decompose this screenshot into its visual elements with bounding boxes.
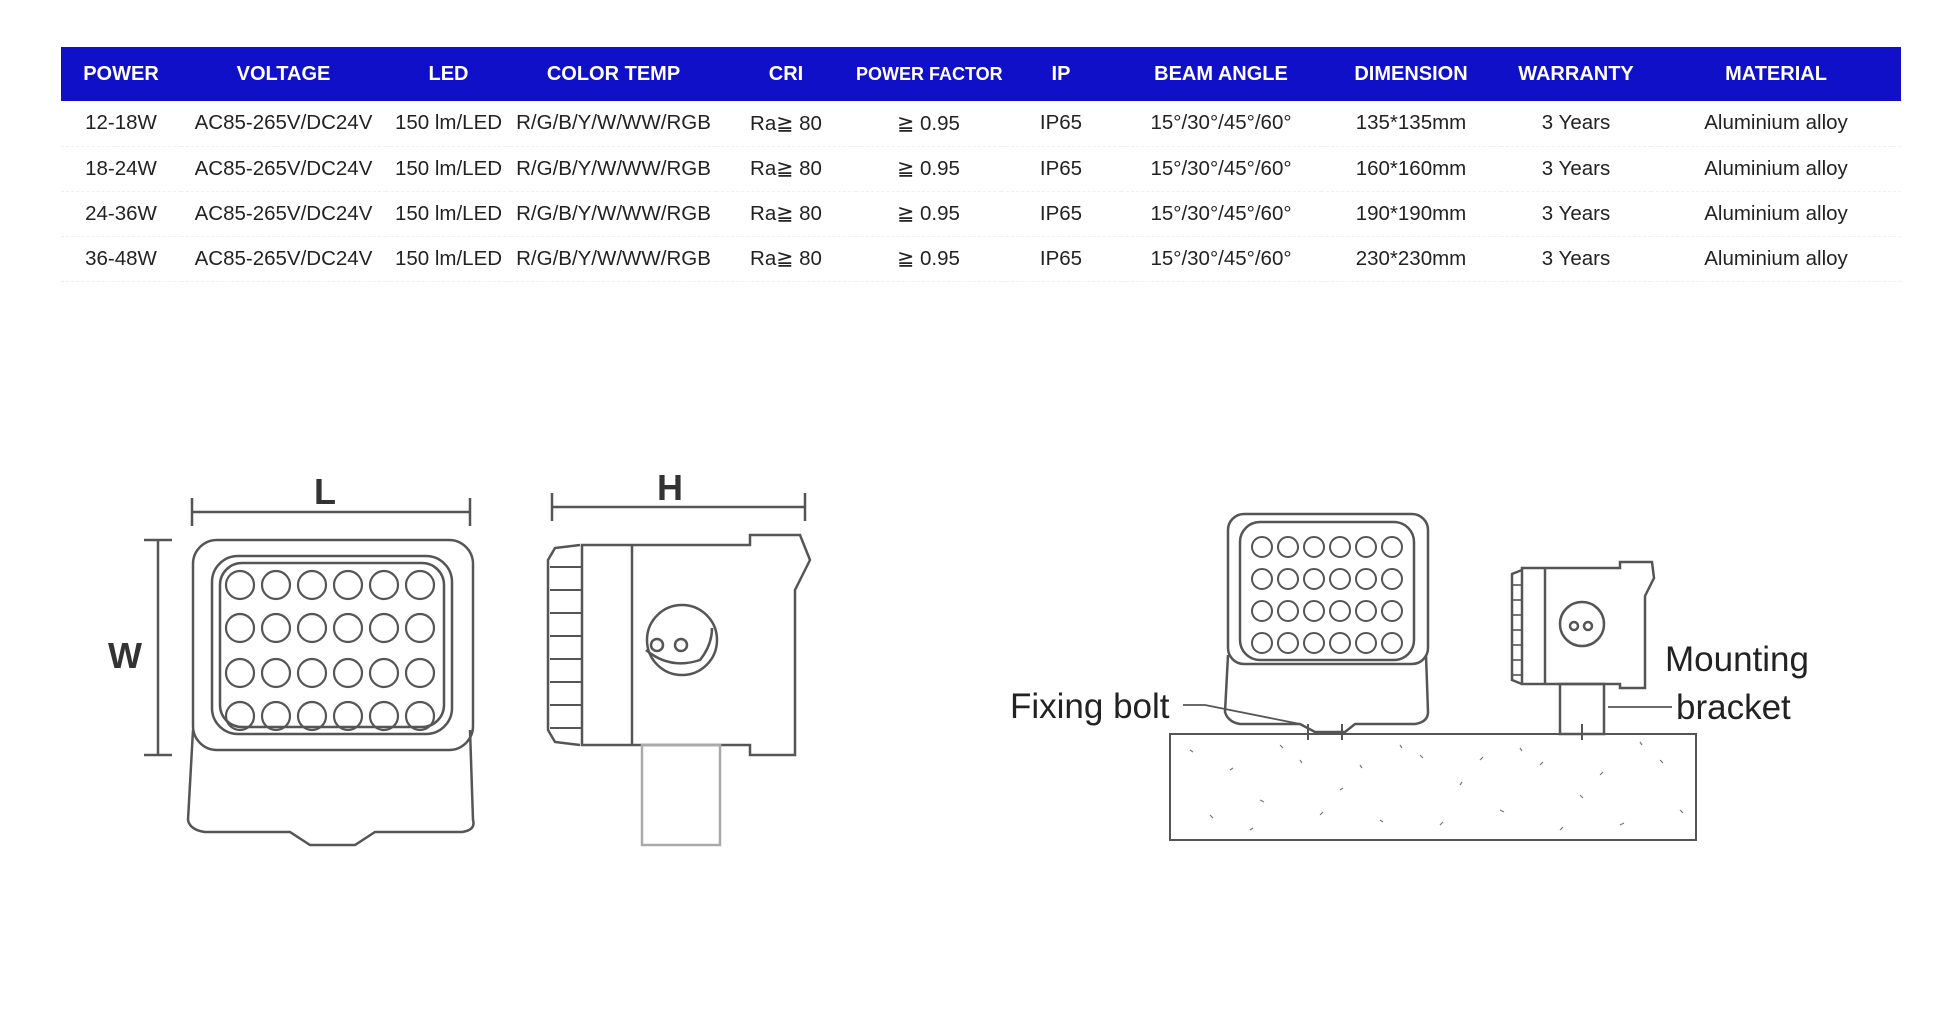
header-dimension: DIMENSION <box>1354 62 1468 85</box>
header-power-factor: POWER FACTOR <box>856 63 1003 84</box>
cell-power-factor: ≧ 0.95 <box>856 236 1001 281</box>
installation-drawing <box>1010 514 1809 840</box>
cell-warranty: 3 Years <box>1501 101 1651 146</box>
front-view-drawing <box>108 471 474 845</box>
cell-warranty: 3 Years <box>1501 191 1651 236</box>
install-side-housing <box>1522 562 1654 688</box>
header-warranty: WARRANTY <box>1518 62 1634 85</box>
cell-warranty: 3 Years <box>1501 236 1651 281</box>
cell-dimension: 160*160mm <box>1321 146 1501 191</box>
side-bracket-stem <box>642 745 720 845</box>
install-front-led-grid <box>1252 537 1402 653</box>
cell-voltage: AC85-265V/DC24V <box>181 146 386 191</box>
header-beam-angle: BEAM ANGLE <box>1154 62 1288 85</box>
install-front-lens <box>1240 522 1414 660</box>
mounting-bracket-label-line2: bracket <box>1676 688 1791 727</box>
cell-color-temp: R/G/B/Y/W/WW/RGB <box>511 191 716 236</box>
header-power: POWER <box>83 62 159 85</box>
cell-color-temp: R/G/B/Y/W/WW/RGB <box>511 236 716 281</box>
side-knob-arc <box>646 628 712 663</box>
cell-material: Aluminium alloy <box>1651 236 1901 281</box>
cell-beam-angle: 15°/30°/45°/60° <box>1121 101 1321 146</box>
cell-cri: Ra≧ 80 <box>716 101 856 146</box>
cell-dimension: 135*135mm <box>1321 101 1501 146</box>
front-bracket <box>188 730 474 845</box>
width-label: W <box>108 635 142 676</box>
cell-led: 150 lm/LED <box>386 191 511 236</box>
cell-ip: IP65 <box>1001 101 1121 146</box>
cell-power-factor: ≧ 0.95 <box>856 101 1001 146</box>
cell-power: 24-36W <box>61 191 181 236</box>
cell-power: 18-24W <box>61 146 181 191</box>
cell-warranty: 3 Years <box>1501 146 1651 191</box>
fixing-bolt-label: Fixing bolt <box>1010 687 1170 726</box>
install-side-knob-screw <box>1570 622 1578 630</box>
cell-led: 150 lm/LED <box>386 146 511 191</box>
cell-material: Aluminium alloy <box>1651 191 1901 236</box>
cell-led: 150 lm/LED <box>386 236 511 281</box>
height-label: H <box>657 467 683 508</box>
header-ip: IP <box>1051 62 1071 85</box>
install-front-bracket <box>1225 655 1428 732</box>
width-dimension-line <box>144 540 172 755</box>
cell-power-factor: ≧ 0.95 <box>856 191 1001 236</box>
header-color-temp: COLOR TEMP <box>546 62 681 85</box>
front-led-grid <box>226 571 434 730</box>
side-knob-screw <box>675 639 687 651</box>
cell-cri: Ra≧ 80 <box>716 191 856 236</box>
cell-ip: IP65 <box>1001 236 1121 281</box>
concrete-texture <box>1190 742 1683 830</box>
header-voltage: VOLTAGE <box>236 62 331 85</box>
cell-power-factor: ≧ 0.95 <box>856 146 1001 191</box>
cell-ip: IP65 <box>1001 191 1121 236</box>
length-label: L <box>314 471 336 512</box>
cell-beam-angle: 15°/30°/45°/60° <box>1121 191 1321 236</box>
cell-material: Aluminium alloy <box>1651 101 1901 146</box>
cell-color-temp: R/G/B/Y/W/WW/RGB <box>511 146 716 191</box>
cell-voltage: AC85-265V/DC24V <box>181 191 386 236</box>
cell-voltage: AC85-265V/DC24V <box>181 101 386 146</box>
cell-power: 36-48W <box>61 236 181 281</box>
cell-material: Aluminium alloy <box>1651 146 1901 191</box>
header-material: MATERIAL <box>1725 62 1827 85</box>
install-side-knob <box>1560 602 1604 646</box>
cell-beam-angle: 15°/30°/45°/60° <box>1121 146 1321 191</box>
install-side-fins-outline <box>1512 570 1522 684</box>
side-fins <box>550 567 582 728</box>
cell-ip: IP65 <box>1001 146 1121 191</box>
cell-voltage: AC85-265V/DC24V <box>181 236 386 281</box>
cell-color-temp: R/G/B/Y/W/WW/RGB <box>511 101 716 146</box>
mounting-bracket-label-line1: Mounting <box>1665 640 1809 679</box>
cell-led: 150 lm/LED <box>386 101 511 146</box>
side-housing <box>582 535 810 755</box>
front-lens-outer <box>212 556 452 734</box>
header-cri: CRI <box>768 62 804 85</box>
cell-dimension: 190*190mm <box>1321 191 1501 236</box>
header-led: LED <box>428 62 469 85</box>
cell-beam-angle: 15°/30°/45°/60° <box>1121 236 1321 281</box>
cell-dimension: 230*230mm <box>1321 236 1501 281</box>
side-view-drawing <box>548 467 810 845</box>
fixing-bolt-leader <box>1183 705 1300 724</box>
concrete-ground <box>1170 734 1696 840</box>
side-fins-outline <box>548 545 580 745</box>
cell-power: 12-18W <box>61 101 181 146</box>
cell-cri: Ra≧ 80 <box>716 236 856 281</box>
side-knob-screw <box>651 639 663 651</box>
install-side-knob-screw <box>1584 622 1592 630</box>
cell-cri: Ra≧ 80 <box>716 146 856 191</box>
